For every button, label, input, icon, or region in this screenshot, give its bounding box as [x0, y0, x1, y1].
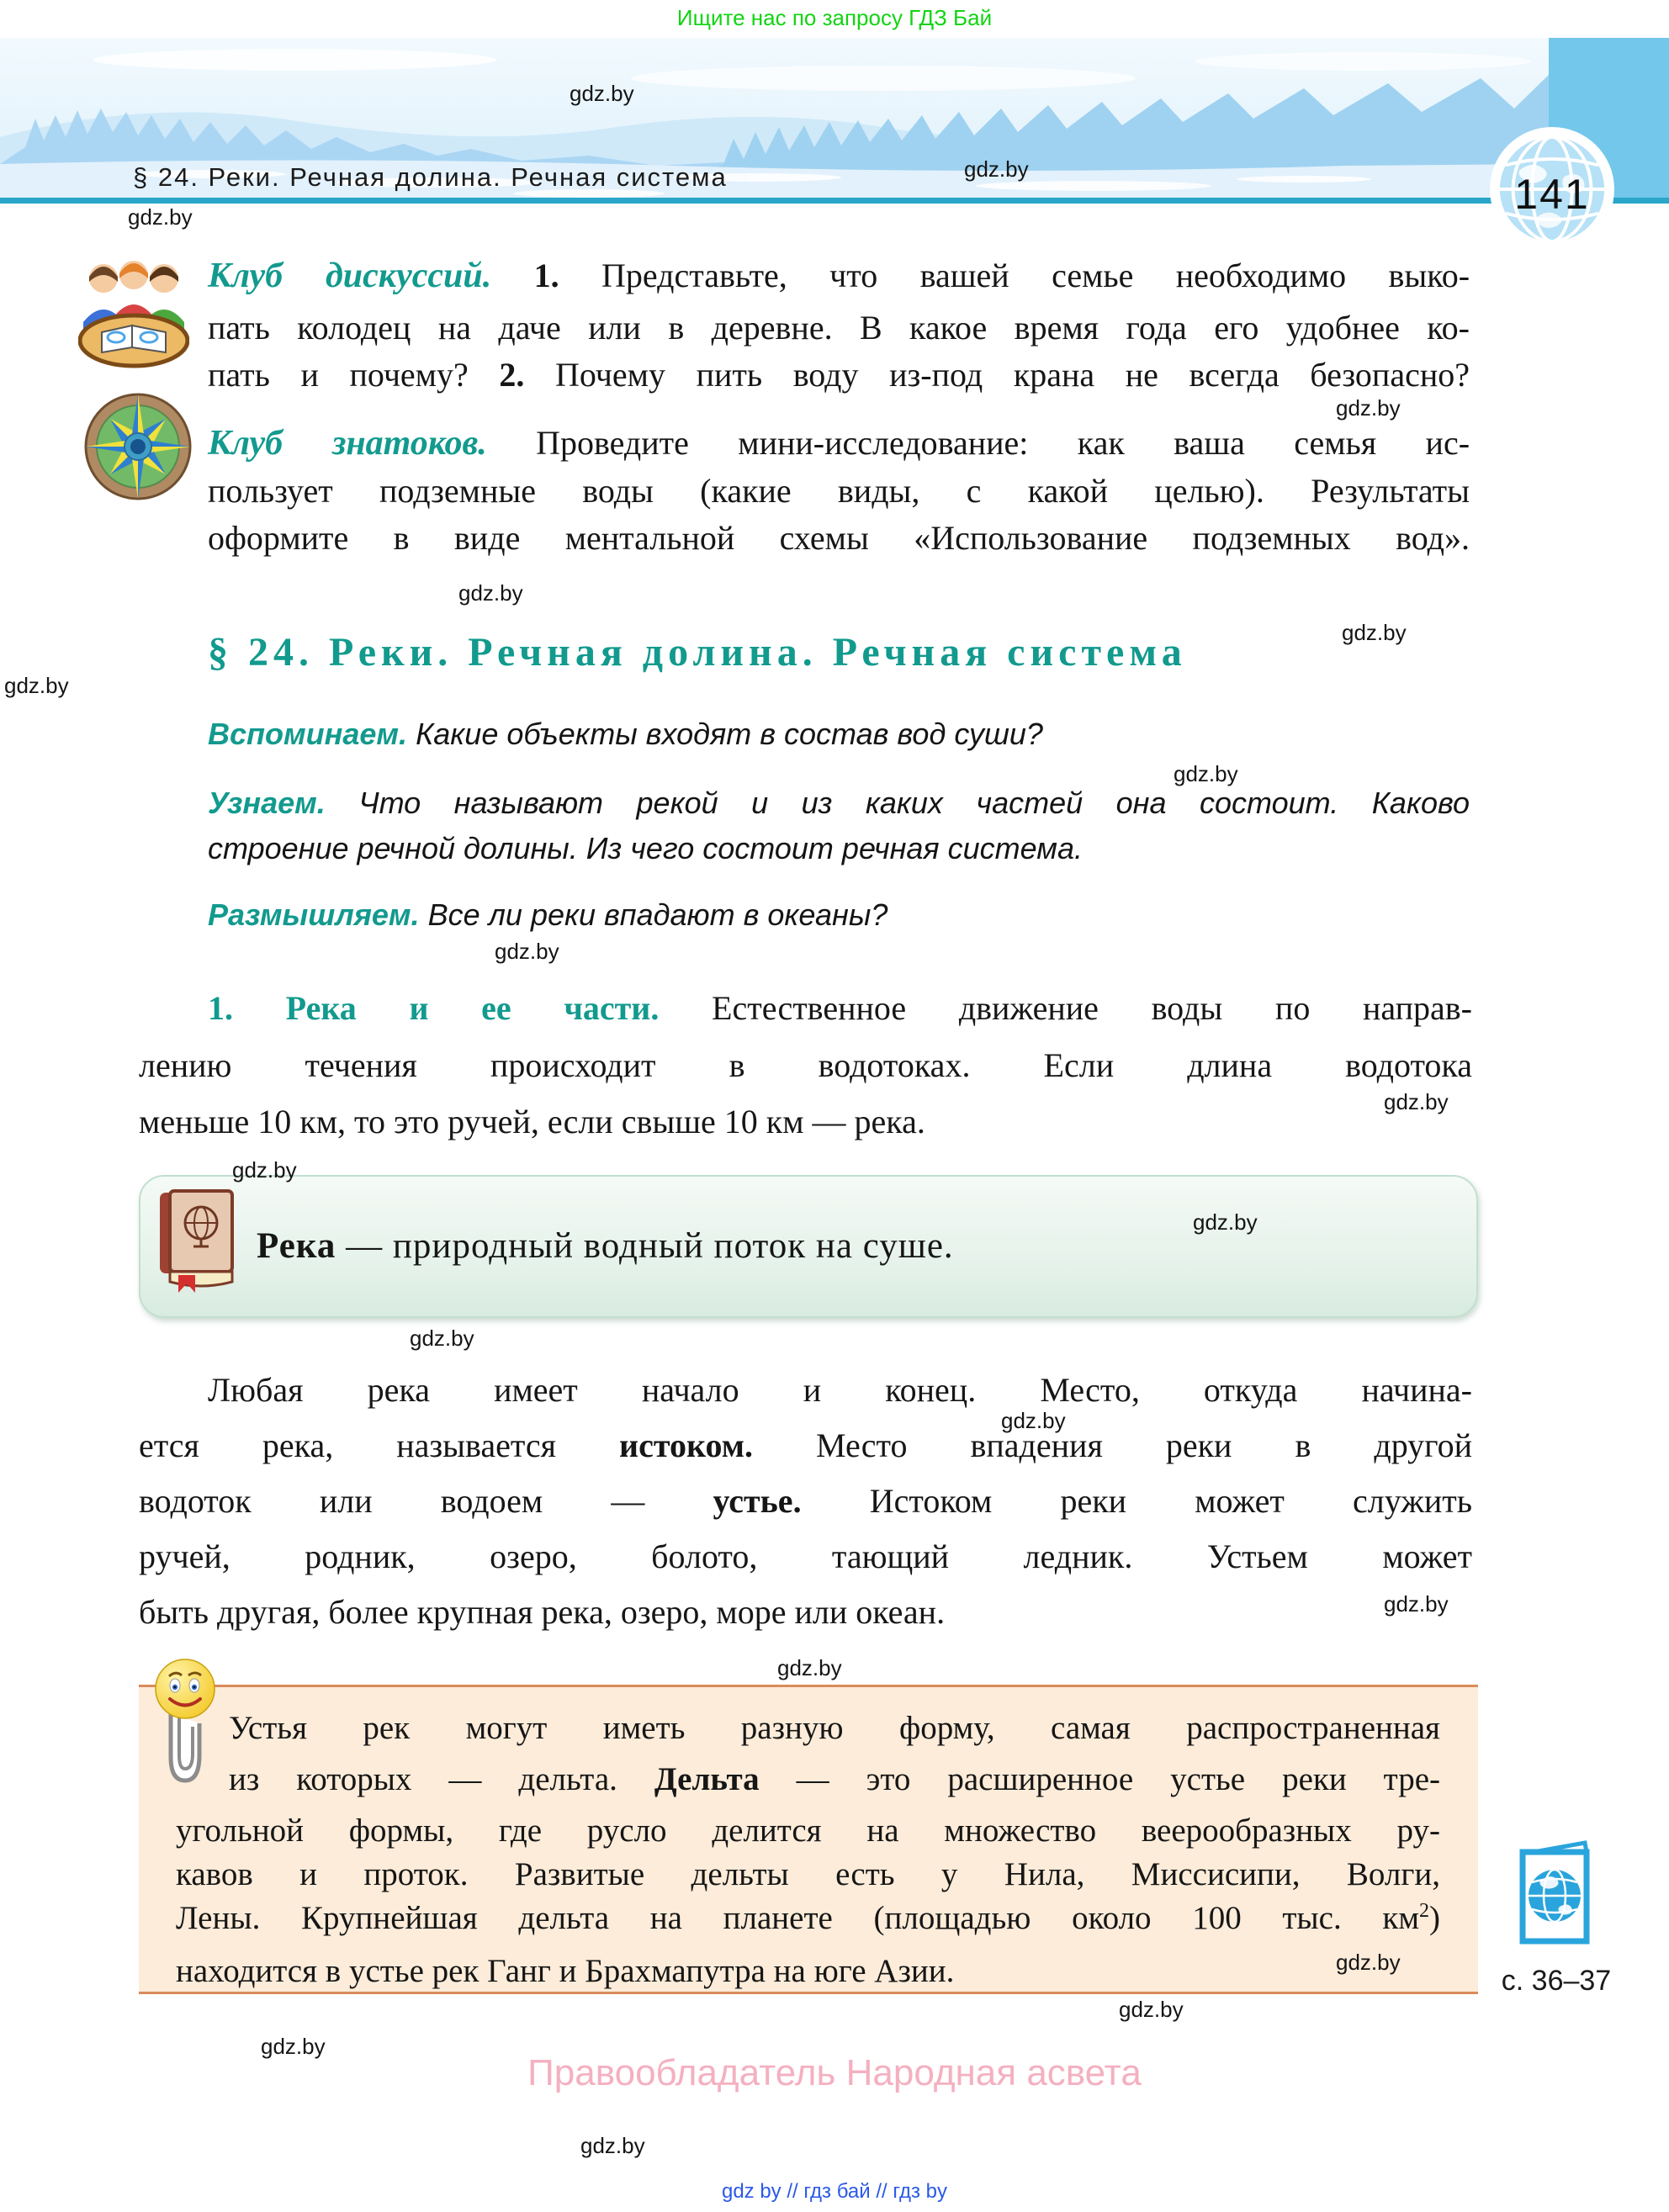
club-experts-line3: оформите в виде ментальной схемы «Использование подземных вод». [208, 519, 1470, 557]
club-experts-line1: Клуб знатоков. Проведите мини-исследование: как ваша семья ис- [208, 424, 1470, 463]
kids-discussion-icon [78, 250, 189, 369]
para2-line2: ется река, называется истоком. Место впадения реки в другой [139, 1426, 1472, 1464]
gdz-watermark: gdz.by [1193, 1209, 1258, 1235]
para2-line1: Любая река имеет начало и конец. Место, откуда начина- [208, 1371, 1472, 1409]
gdz-watermark: gdz.by [410, 1326, 474, 1351]
note-line4: кавов и проток. Развитые дельты есть у Нила, Миссисипи, Волги, [176, 1856, 1440, 1892]
club-discussion-label: Клуб дискуссий. [208, 257, 492, 295]
smiley-paperclip-icon [152, 1658, 218, 1807]
para1-line2: лению течения происходит в водотоках. Если длина водотока [139, 1046, 1472, 1084]
page-number: 141 [1514, 171, 1590, 218]
gdz-watermark: gdz.by [964, 156, 1029, 182]
club-discussion-line1: Клуб дискуссий. 1. Представьте, что вашей семье необходимо выко- [208, 257, 1470, 295]
page-number-badge [1489, 126, 1615, 252]
para2-line5: быть другая, более крупная река, озеро, море или океан. [139, 1593, 946, 1631]
atlas-page-reference: с. 36–37 [1501, 1965, 1612, 1997]
gdz-watermark: gdz.by [261, 2034, 326, 2059]
intro-learn-line2: строение речной долины. Из чего состоит речная система. [208, 831, 1083, 865]
gdz-watermark: gdz.by [495, 939, 559, 964]
gdz-watermark: gdz.by [580, 2133, 645, 2158]
definition-text: Река — природный водный поток на суше. [257, 1226, 954, 1266]
para1-line1: 1. Река и ее части. Естественное движение воды по направ- [208, 989, 1472, 1027]
promo-text: Ищите нас по запросу ГДЗ Бай [676, 5, 993, 30]
note-line5: Лены. Крупнейшая дельта на планете (площадью около 100 тыс. $км^2$) [176, 1900, 1440, 1936]
gdz-watermark: gdz.by [1384, 1089, 1449, 1114]
gdz-watermark: gdz.by [232, 1157, 297, 1183]
section-title: § 24. Реки. Речная долина. Речная система [208, 630, 1187, 675]
note-line1: Устья рек могут иметь разную форму, самая распространенная [229, 1710, 1440, 1746]
atlas-book-icon [1513, 1839, 1597, 1950]
gdz-watermark: gdz.by [1342, 620, 1407, 645]
para2-line4: ручей, родник, озеро, болото, тающий ледник. Устьем может [139, 1537, 1472, 1575]
running-header-title: § 24. Реки. Речная долина. Речная система [133, 162, 728, 192]
header-banner [0, 38, 1669, 204]
intro-learn-line1: Узнаем. Что называют рекой и из каких частей она состоит. Каково [208, 786, 1470, 820]
gdz-watermark: gdz.by [777, 1655, 842, 1680]
remember-label: Вспоминаем. [208, 717, 408, 751]
footer-links[interactable]: gdz by // гдз бай // гдз by [721, 2180, 948, 2203]
definition-term: Река [257, 1226, 336, 1266]
gdz-watermark: gdz.by [1384, 1591, 1449, 1617]
compass-rose-icon [84, 393, 192, 500]
gdz-watermark: gdz.by [458, 580, 523, 606]
learn-label: Узнаем. [208, 786, 326, 820]
club-discussion-line3: пать и почему? 2. Почему пить воду из-под крана не всегда безопасно? [208, 356, 1470, 394]
gdz-watermark: gdz.by [1336, 1950, 1401, 1975]
gdz-watermark: gdz.by [128, 204, 193, 230]
gdz-watermark: gdz.by [570, 81, 634, 106]
gdz-watermark: gdz.by [1001, 1408, 1066, 1433]
gdz-watermark: gdz.by [1336, 395, 1401, 421]
note-line6: находится в устье рек Ганг и Брахмапутра на юге Азии. [176, 1953, 955, 1989]
gdz-watermark: gdz.by [1119, 1997, 1184, 2022]
gdz-watermark: gdz.by [1174, 761, 1238, 786]
club-discussion-line2: пать колодец на даче или в деревне. В какое время года его удобнее ко- [208, 309, 1470, 347]
club-experts-line2: пользует подземные воды (какие виды, с какой целью). Результаты [208, 472, 1470, 510]
para1-heading: 1. Река и ее части. [208, 989, 660, 1027]
para2-line3: водоток или водоем — устье. Истоком реки может служить [139, 1482, 1472, 1520]
club-experts-label: Клуб знатоков. [208, 424, 487, 463]
intro-remember: Вспоминаем. Какие объекты входят в состав вод суши? [208, 717, 1043, 751]
note-line2: из которых — дельта. Дельта — это расширенное устье реки тре- [229, 1761, 1440, 1797]
dictionary-book-icon [156, 1188, 236, 1293]
think-label: Размышляем. [208, 897, 420, 932]
note-line3: угольной формы, где русло делится на множество веерообразных ру- [176, 1812, 1440, 1849]
para1-line3: меньше 10 км, то это ручей, если свыше 10 км — река. [139, 1103, 925, 1140]
copyright-text: Правообладатель Народная асвета [527, 2052, 1142, 2093]
intro-think: Размышляем. Все ли реки впадают в океаны? [208, 897, 888, 932]
gdz-watermark: gdz.by [4, 673, 69, 698]
